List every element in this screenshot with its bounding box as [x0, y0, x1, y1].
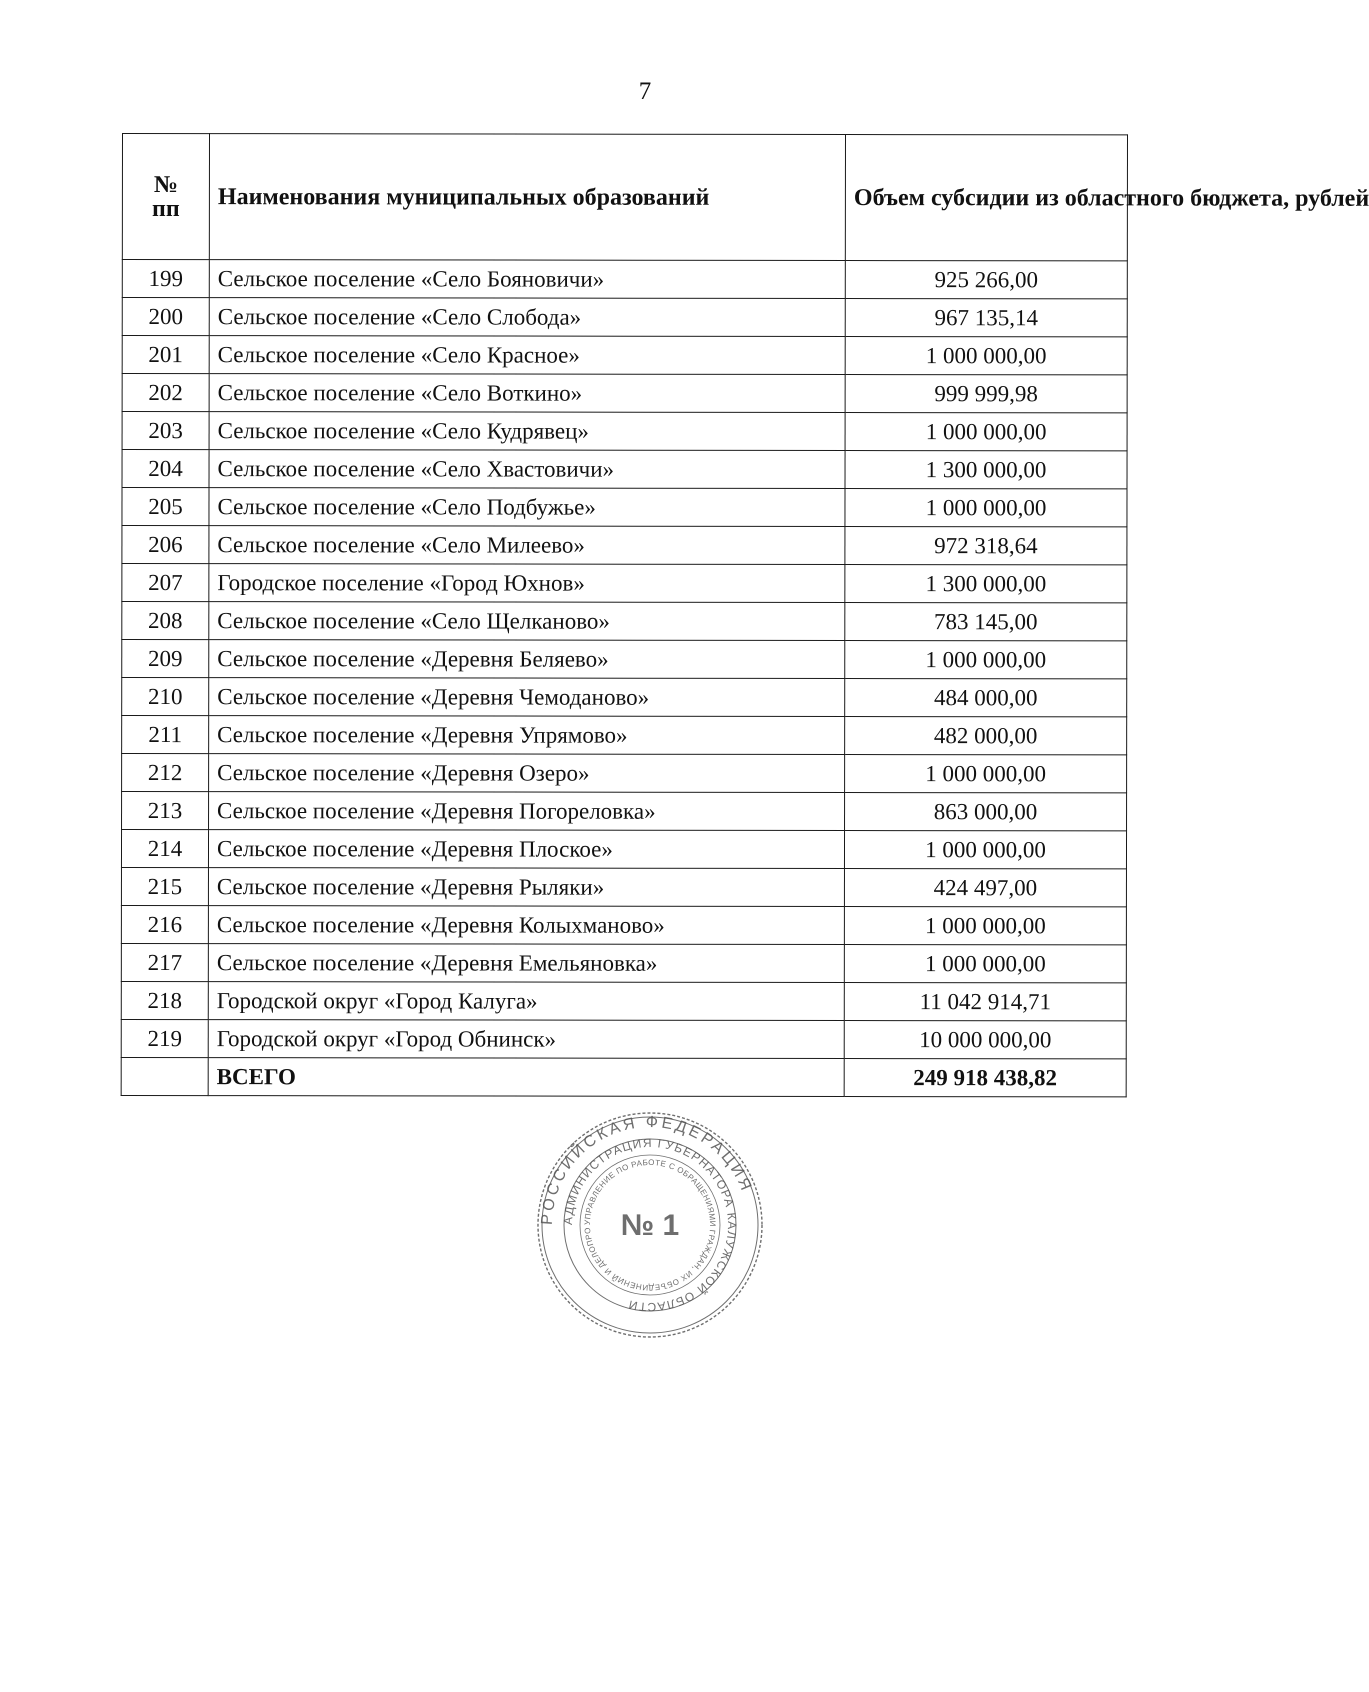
row-number: 205	[122, 488, 209, 526]
row-number: 215	[121, 868, 208, 906]
row-name: Сельское поселение «Село Хвастовичи»	[209, 450, 845, 489]
row-name: Сельское поселение «Село Слобода»	[209, 298, 845, 337]
row-number: 210	[122, 678, 209, 716]
row-number: 212	[122, 754, 209, 792]
row-name: Сельское поселение «Село Воткино»	[209, 374, 845, 413]
row-number: 207	[122, 564, 209, 602]
row-number: 200	[122, 298, 209, 336]
row-amount: 10 000 000,00	[844, 1021, 1126, 1059]
row-name: Сельское поселение «Деревня Рыляки»	[208, 868, 844, 907]
table-row	[121, 981, 1126, 1020]
table-row	[122, 526, 1127, 565]
table-row	[122, 412, 1127, 451]
table-row	[122, 450, 1127, 489]
total-amount: 249 918 438,82	[844, 1059, 1126, 1097]
table-row	[122, 792, 1127, 831]
row-number: 203	[122, 412, 209, 450]
table-row	[121, 1019, 1126, 1058]
table-header-row	[122, 134, 1127, 261]
row-number: 217	[121, 943, 208, 981]
row-name: Сельское поселение «Село Подбужье»	[209, 488, 845, 527]
table-row	[121, 905, 1126, 944]
row-amount: 1 000 000,00	[844, 907, 1126, 945]
row-amount: 925 266,00	[845, 261, 1127, 299]
row-name: Сельское поселение «Село Красное»	[209, 336, 845, 375]
table-row	[122, 640, 1127, 679]
table-row	[121, 830, 1126, 869]
row-name: Городской округ «Город Обнинск»	[208, 1020, 844, 1059]
total-number-cell	[121, 1057, 208, 1095]
row-number: 214	[121, 830, 208, 868]
table-row	[122, 754, 1127, 793]
header-name	[209, 134, 845, 261]
table-row	[122, 374, 1127, 413]
row-amount: 1 300 000,00	[845, 565, 1127, 603]
header-name-label: Наименования муниципальных образований	[217, 183, 710, 211]
page-number: 7	[638, 78, 652, 105]
row-number: 218	[121, 981, 208, 1019]
row-amount: 1 000 000,00	[845, 489, 1127, 527]
row-name: Городское поселение «Город Юхнов»	[209, 564, 845, 603]
header-number	[122, 134, 209, 260]
row-name: Сельское поселение «Село Милеево»	[209, 526, 845, 565]
row-name: Сельское поселение «Деревня Чемоданово»	[209, 678, 845, 717]
row-name: Сельское поселение «Деревня Плоское»	[208, 830, 844, 869]
seal-center-text: № 1	[620, 1209, 680, 1242]
table-row	[122, 298, 1127, 337]
table-body	[121, 260, 1127, 1059]
row-name: Сельское поселение «Деревня Колыхманово»	[208, 906, 844, 945]
table-row	[121, 943, 1126, 982]
row-name: Сельское поселение «Деревня Беляево»	[209, 640, 845, 679]
row-name: Городской округ «Город Калуга»	[208, 982, 844, 1021]
table-row	[122, 336, 1127, 375]
row-number: 211	[122, 716, 209, 754]
total-row	[121, 1057, 1126, 1096]
row-amount: 1 000 000,00	[845, 755, 1127, 793]
row-number: 206	[122, 526, 209, 564]
row-name: Сельское поселение «Деревня Озеро»	[209, 754, 845, 793]
row-amount: 967 135,14	[845, 299, 1127, 337]
row-number: 209	[122, 640, 209, 678]
row-number: 204	[122, 450, 209, 488]
row-number: 201	[122, 336, 209, 374]
table-row	[122, 564, 1127, 603]
seal-middle-text: АДМИНИСТРАЦИЯ ГУБЕРНАТОРА КАЛУЖСКОЙ ОБЛАСТИ	[560, 1135, 740, 1315]
row-name: Сельское поселение «Село Щелканово»	[209, 602, 845, 641]
row-number: 202	[122, 374, 209, 412]
row-number: 216	[121, 905, 208, 943]
row-amount: 972 318,64	[845, 527, 1127, 565]
row-amount: 484 000,00	[845, 679, 1127, 717]
row-amount: 1 000 000,00	[845, 337, 1127, 375]
row-name: Сельское поселение «Село Кудрявец»	[209, 412, 845, 451]
table-row	[121, 868, 1126, 907]
table-row	[122, 260, 1127, 299]
header-amount	[845, 135, 1369, 261]
table-row	[122, 488, 1127, 527]
seal-graphic	[535, 1110, 765, 1340]
row-amount: 1 000 000,00	[845, 413, 1127, 451]
header-number-label: № пп	[152, 171, 180, 222]
subsidy-table	[121, 133, 1369, 1097]
row-number: 199	[122, 260, 209, 298]
seal-inner-text: УПРАВЛЕНИЕ ПО РАБОТЕ С ОБРАЩЕНИЯМИ ГРАЖДАН, ИХ ОБЪЕДИНЕНИЙ И ДЕЛОПРО	[582, 1157, 718, 1293]
row-amount: 999 999,98	[845, 375, 1127, 413]
row-number: 213	[122, 792, 209, 830]
row-number: 219	[121, 1019, 208, 1057]
row-name: Сельское поселение «Село Бояновичи»	[209, 260, 845, 299]
seal-outer-text: РОССИЙСКАЯ ФЕДЕРАЦИЯ	[538, 1113, 756, 1226]
row-name: Сельское поселение «Деревня Погореловка»	[209, 792, 845, 831]
row-amount: 783 145,00	[845, 603, 1127, 641]
row-amount: 1 000 000,00	[844, 945, 1126, 983]
table-row	[122, 602, 1127, 641]
table-row	[122, 678, 1127, 717]
total-label: ВСЕГО	[208, 1058, 844, 1097]
row-amount: 1 300 000,00	[845, 451, 1127, 489]
row-amount: 1 000 000,00	[844, 831, 1126, 869]
official-seal-stamp	[535, 1110, 765, 1340]
row-name: Сельское поселение «Деревня Емельяновка»	[208, 944, 844, 983]
table-row	[122, 716, 1127, 755]
row-amount: 11 042 914,71	[844, 983, 1126, 1021]
row-name: Сельское поселение «Деревня Упрямово»	[209, 716, 845, 755]
row-amount: 424 497,00	[844, 869, 1126, 907]
row-amount: 482 000,00	[845, 717, 1127, 755]
row-amount: 1 000 000,00	[845, 641, 1127, 679]
row-number: 208	[122, 602, 209, 640]
header-amount-label: Объем субсидии из областного бюджета, рублей	[853, 184, 1369, 212]
row-amount: 863 000,00	[845, 793, 1127, 831]
